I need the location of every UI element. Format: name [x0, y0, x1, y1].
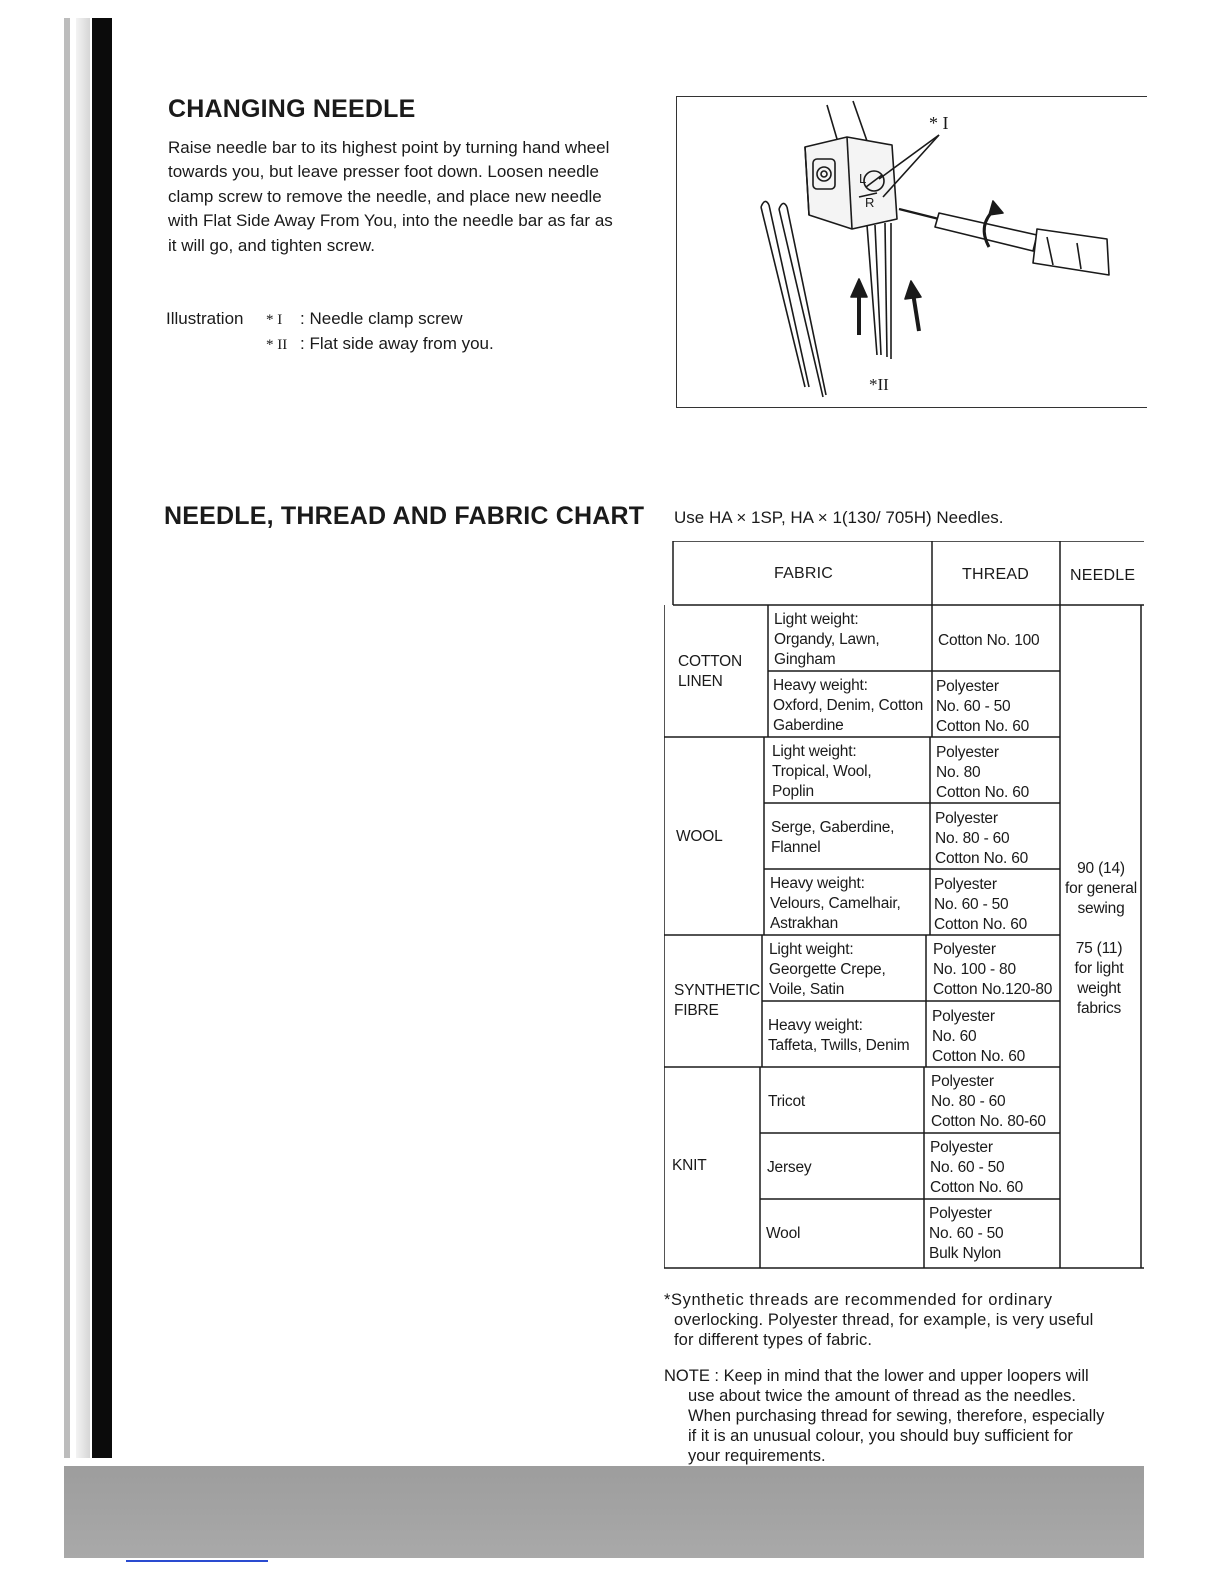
legend-item — [266, 331, 494, 358]
note-rest: use about twice the amount of thread as the needles. When purchasing thread for sewing, therefore, especially if it is an unusual colour, you should buy sufficient for your requirements. — [688, 1387, 1105, 1465]
needle-illustration — [676, 96, 1147, 408]
scan-bottom-band — [64, 1466, 1144, 1558]
fabric-cell: Light weight: Tropical, Wool, Poplin — [772, 743, 872, 800]
thread-cell: Polyester No. 60 - 50 Cotton No. 60 — [930, 1139, 1024, 1196]
header-fabric: FABRIC — [774, 565, 833, 582]
needle-light: 75 (11) for light weight fabrics — [1074, 940, 1124, 1017]
header-thread: THREAD — [962, 566, 1029, 583]
changing-needle-title: CHANGING NEEDLE — [168, 95, 416, 123]
note-first: Keep in mind that the lower and upper loopers will — [723, 1367, 1089, 1385]
category-knit: KNIT — [672, 1157, 707, 1174]
scan-edge-line — [126, 1560, 268, 1562]
use-needles-note: Use HA × 1SP, HA × 1(130/ 705H) Needles. — [674, 508, 1004, 527]
legend-text: Needle clamp screw — [309, 309, 463, 328]
fabric-cell: Tricot — [768, 1093, 805, 1110]
synthetic-thread-note — [664, 1290, 1138, 1350]
header-needle: NEEDLE — [1070, 567, 1136, 584]
synthetic-note-rest: overlocking. Polyester thread, for example, is very useful for different types of fabric. — [674, 1311, 1094, 1349]
thread-cell: Polyester No. 60 Cotton No. 60 — [932, 1008, 1026, 1065]
instruction-line: towards you, but leave presser foot down. Loosen needle — [168, 162, 599, 182]
category-wool: WOOL — [676, 828, 723, 845]
legend-text: Flat side away from you. — [309, 334, 494, 353]
scan-spine-shadow — [64, 18, 70, 1458]
note-label: NOTE : — [664, 1367, 720, 1385]
legend-mark: * II — [266, 337, 288, 353]
instruction-line: with Flat Side Away From You, into the needle bar as far as — [168, 211, 613, 231]
legend-mark: * I — [266, 312, 283, 328]
thread-cell: Polyester No. 100 - 80 Cotton No.120-80 — [933, 941, 1053, 998]
synthetic-note-first: *Synthetic threads are recommended for ordinary — [664, 1291, 1053, 1309]
legend-separator: : — [300, 309, 305, 328]
needle-illustration-drawing — [677, 97, 1147, 407]
fabric-cell: Heavy weight: Oxford, Denim, Cotton Gaberdine — [773, 677, 923, 734]
looper-thread-note — [664, 1366, 1138, 1466]
scan-spine-gradient — [76, 18, 90, 1458]
fabric-cell: Light weight: Georgette Crepe, Voile, Satin — [769, 941, 886, 998]
category-synthetic-fibre: SYNTHETIC FIBRE — [674, 982, 761, 1019]
legend-item — [266, 306, 463, 333]
thread-cell: Cotton No. 100 — [938, 632, 1040, 649]
changing-needle-instructions — [168, 136, 658, 258]
label-star-two: *II — [869, 375, 889, 394]
label-star-one: * I — [929, 113, 949, 133]
label-r: R — [865, 195, 875, 210]
thread-cell: Polyester No. 60 - 50 Cotton No. 60 — [936, 678, 1030, 735]
fabric-cell: Jersey — [767, 1159, 812, 1176]
legend-separator: : — [300, 334, 305, 353]
fabric-cell: Heavy weight: Taffeta, Twills, Denim — [768, 1017, 910, 1054]
thread-cell: Polyester No. 60 - 50 Cotton No. 60 — [934, 876, 1028, 933]
instruction-line: clamp screw to remove the needle, and place new needle — [168, 186, 602, 206]
scan-spine-edge — [92, 18, 112, 1458]
illustration-label: Illustration — [166, 309, 244, 328]
thread-cell: Polyester No. 80 - 60 Cotton No. 60 — [935, 810, 1029, 867]
instruction-line: Raise needle bar to its highest point by turning hand wheel — [168, 138, 610, 157]
fabric-cell: Wool — [766, 1225, 801, 1242]
thread-cell: Polyester No. 80 - 60 Cotton No. 80-60 — [931, 1073, 1046, 1130]
category-cotton-linen: COTTON LINEN — [678, 653, 742, 690]
fabric-cell: Serge, Gaberdine, Flannel — [771, 819, 895, 856]
fabric-cell: Heavy weight: Velours, Camelhair, Astrakhan — [770, 875, 901, 932]
needle-thread-fabric-table — [664, 541, 1144, 1269]
needle-general: 90 (14) for general sewing — [1065, 860, 1137, 917]
instruction-line: it will go, and tighten screw. — [168, 235, 375, 255]
thread-cell: Polyester No. 60 - 50 Bulk Nylon — [929, 1205, 1004, 1262]
fabric-cell: Light weight: Organdy, Lawn, Gingham — [774, 611, 880, 668]
thread-cell: Polyester No. 80 Cotton No. 60 — [936, 744, 1030, 801]
label-l: L — [859, 171, 867, 186]
chart-title: NEEDLE, THREAD AND FABRIC CHART — [164, 502, 645, 530]
